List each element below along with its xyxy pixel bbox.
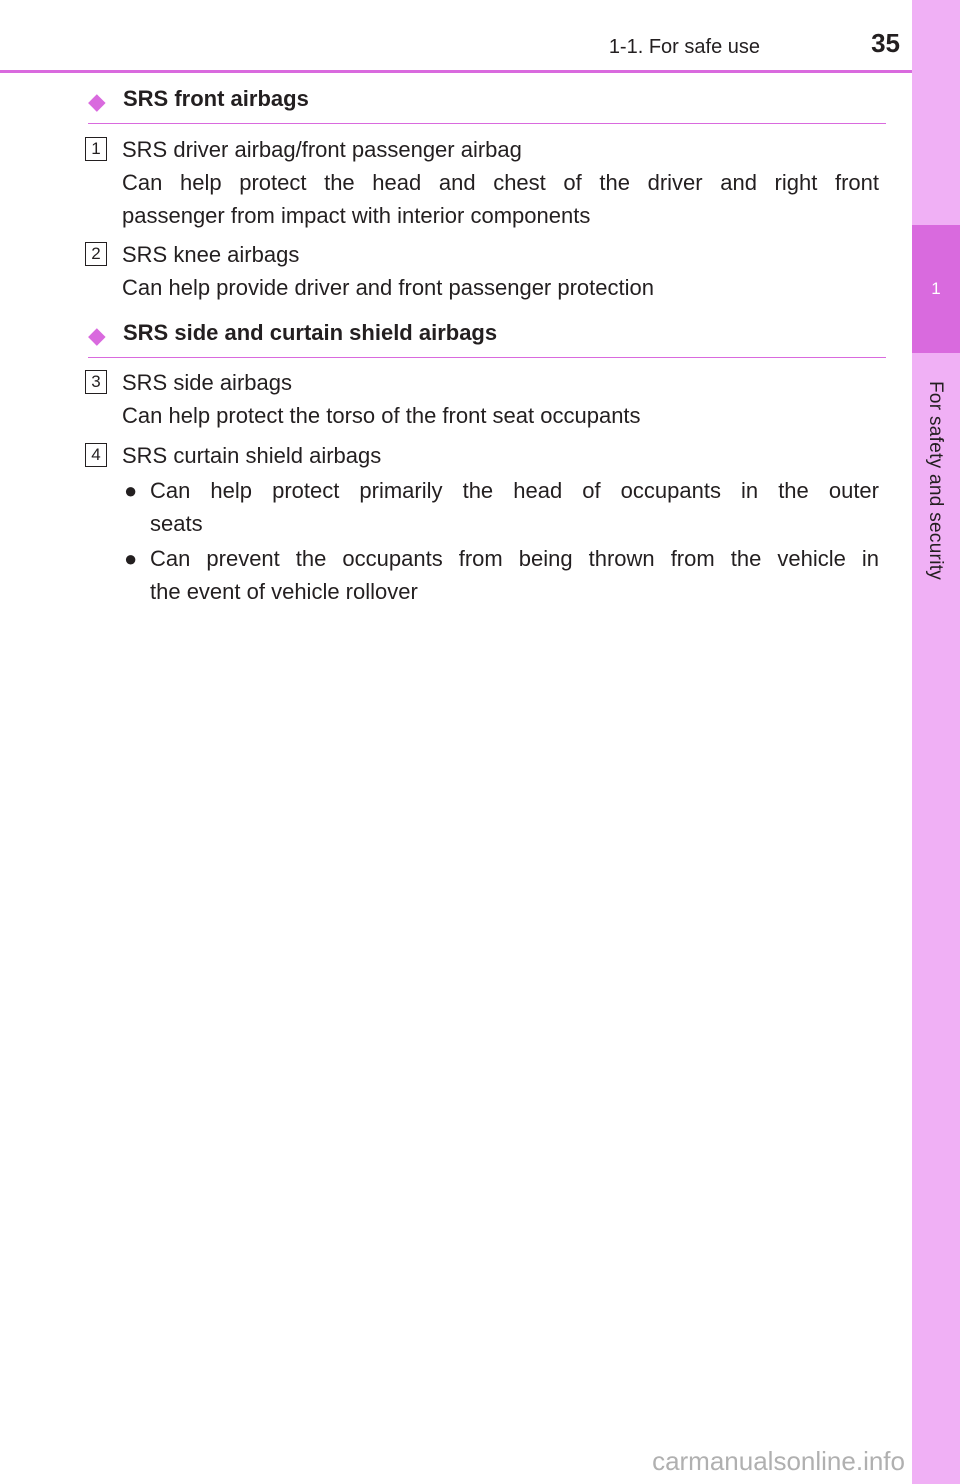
- item-number-badge: 3: [85, 370, 107, 394]
- item-number-badge: 1: [85, 137, 107, 161]
- chapter-title: For safety and security: [925, 380, 946, 581]
- diamond-icon: ◆: [88, 88, 106, 114]
- section-heading-text: SRS side and curtain shield airbags: [123, 320, 498, 345]
- bullet-text-line: seats: [150, 511, 203, 536]
- item-name: SRS curtain shield airbags: [122, 443, 382, 468]
- section-heading-side-curtain-airbags: [88, 318, 886, 358]
- bullet-text-line: Can help protect primarily the head of occupants in the outer: [150, 478, 879, 503]
- header-divider: [0, 70, 912, 73]
- bullet-text-line: the event of vehicle rollover: [150, 579, 418, 604]
- item-number-badge: 2: [85, 242, 107, 266]
- item-name: SRS knee airbags: [122, 242, 300, 267]
- bullet-icon: ●: [124, 478, 138, 503]
- watermark: carmanualsonline.info: [652, 1446, 905, 1476]
- item-description-line: Can help protect the torso of the front seat occupants: [122, 403, 641, 428]
- item-name: SRS side airbags: [122, 370, 292, 395]
- chapter-tab[interactable]: 1: [912, 225, 960, 353]
- item-number-badge: 4: [85, 443, 107, 467]
- item-description-line: Can help provide driver and front passenger protection: [122, 275, 654, 300]
- item-description-line: passenger from impact with interior components: [122, 203, 591, 228]
- page-number: 35: [871, 28, 900, 58]
- item-name: SRS driver airbag/front passenger airbag: [122, 137, 522, 162]
- section-heading-text: SRS front airbags: [123, 86, 309, 111]
- diamond-icon: ◆: [88, 322, 106, 348]
- section-heading-front-airbags: [88, 84, 886, 124]
- section-title: 1-1. For safe use: [608, 36, 760, 58]
- bullet-icon: ●: [124, 546, 138, 571]
- bullet-text-line: Can prevent the occupants from being thrown from the vehicle in: [150, 546, 879, 571]
- item-description-line: Can help protect the head and chest of the driver and right front: [122, 170, 879, 195]
- chapter-sidebar: [912, 0, 960, 1484]
